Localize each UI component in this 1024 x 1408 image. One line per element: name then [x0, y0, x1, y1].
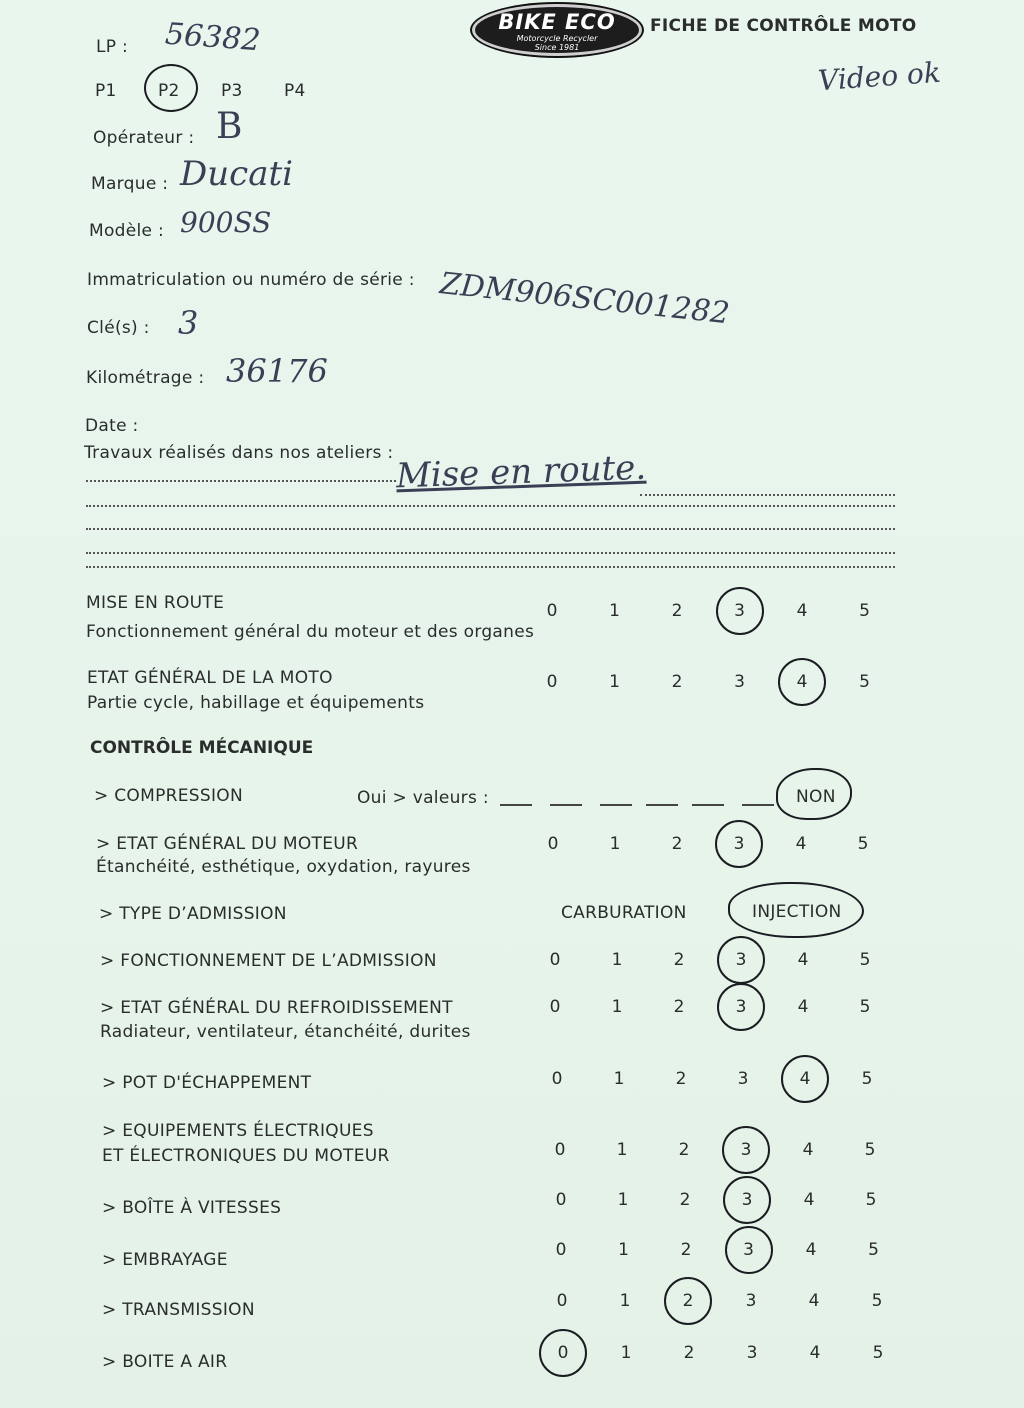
rating-option-0[interactable]: 0	[549, 950, 561, 970]
rating-selected-circle	[717, 983, 765, 1031]
dotted-line	[86, 566, 895, 568]
row-title: > ETAT GÉNÉRAL DU MOTEUR	[96, 834, 359, 854]
rating-option-4[interactable]: 4	[797, 997, 809, 1017]
dotted-line	[640, 494, 895, 496]
logo-since: Since 1981	[534, 43, 580, 52]
row-title: ETAT GÉNÉRAL DE LA MOTO	[87, 668, 333, 688]
rating-option-2[interactable]: 2	[673, 997, 685, 1017]
rating-option-1[interactable]: 1	[618, 1240, 629, 1260]
row-title: > EQUIPEMENTS ÉLECTRIQUES	[102, 1121, 374, 1141]
admission-injection[interactable]: INJECTION	[752, 902, 842, 922]
rating-option-2[interactable]: 2	[682, 1291, 694, 1311]
rating-option-2[interactable]: 2	[678, 1140, 690, 1160]
logo-subtitle: Motorcycle Recycler	[516, 34, 598, 43]
value-blank[interactable]	[600, 804, 632, 806]
rating-selected-circle	[716, 587, 764, 635]
rating-option-5[interactable]: 5	[857, 834, 869, 854]
admission-type-label: > TYPE D’ADMISSION	[99, 904, 287, 924]
row-subtitle: Étanchéité, esthétique, oxydation, rayures	[96, 857, 471, 877]
p-selected-circle	[144, 64, 198, 112]
rating-option-1[interactable]: 1	[611, 950, 623, 970]
marque-value[interactable]: Ducati	[180, 154, 294, 194]
row-subtitle: Fonctionnement général du moteur et des organes	[86, 622, 535, 642]
rating-option-3[interactable]: 3	[740, 1140, 752, 1160]
row-title: MISE EN ROUTE	[86, 593, 225, 613]
rating-option-2[interactable]: 2	[680, 1240, 692, 1260]
rating-option-2[interactable]: 2	[675, 1069, 687, 1089]
rating-option-5[interactable]: 5	[864, 1140, 876, 1160]
value-blank[interactable]	[692, 804, 724, 806]
value-blank[interactable]	[646, 804, 678, 806]
rating-selected-circle	[781, 1055, 829, 1103]
p-option-p3[interactable]: P3	[221, 81, 243, 101]
operateur-value[interactable]: B	[216, 106, 243, 147]
rating-option-1[interactable]: 1	[609, 672, 620, 692]
p-option-p2[interactable]: P2	[158, 81, 180, 101]
logo-title: BIKE ECO	[498, 10, 616, 34]
admission-injection-circle	[728, 882, 864, 938]
compression-oui-label: Oui > valeurs :	[357, 788, 489, 808]
rating-option-5[interactable]: 5	[859, 672, 870, 692]
dotted-line	[86, 528, 895, 530]
rating-option-3[interactable]: 3	[735, 950, 747, 970]
date-label: Date :	[85, 416, 139, 436]
lp-label: LP :	[96, 37, 129, 57]
rating-option-0[interactable]: 0	[555, 1190, 567, 1210]
rating-option-0[interactable]: 0	[555, 1240, 567, 1260]
rating-option-3[interactable]: 3	[734, 672, 745, 692]
rating-option-0[interactable]: 0	[546, 672, 558, 692]
rating-option-2[interactable]: 2	[671, 672, 683, 692]
row-title: > BOÎTE À VITESSES	[102, 1198, 282, 1218]
rating-option-3[interactable]: 3	[741, 1190, 753, 1210]
rating-option-1[interactable]: 1	[613, 1069, 625, 1089]
rating-selected-circle	[717, 936, 765, 984]
rating-option-4[interactable]: 4	[796, 601, 808, 621]
km-label: Kilométrage :	[86, 368, 205, 388]
rating-selected-circle	[664, 1277, 712, 1325]
rating-selected-circle	[723, 1176, 771, 1224]
rating-option-0[interactable]: 0	[557, 1343, 569, 1363]
p-option-p4[interactable]: P4	[284, 81, 306, 101]
rating-option-4[interactable]: 4	[795, 834, 807, 854]
rating-option-4[interactable]: 4	[803, 1190, 815, 1210]
rating-option-4[interactable]: 4	[805, 1240, 817, 1260]
row-title: > BOITE A AIR	[102, 1352, 228, 1372]
marque-label: Marque :	[91, 174, 169, 194]
rating-option-5[interactable]: 5	[871, 1291, 883, 1311]
rating-option-5[interactable]: 5	[861, 1069, 873, 1089]
rating-option-5[interactable]: 5	[868, 1240, 879, 1260]
admission-carburation[interactable]: CARBURATION	[561, 903, 687, 923]
rating-selected-circle	[715, 820, 763, 868]
rating-option-2[interactable]: 2	[683, 1343, 695, 1363]
rating-option-0[interactable]: 0	[546, 601, 558, 621]
rating-option-4[interactable]: 4	[808, 1291, 820, 1311]
operateur-label: Opérateur :	[93, 128, 195, 148]
form-title: FICHE DE CONTRÔLE MOTO	[650, 16, 917, 36]
row-subtitle: Partie cycle, habillage et équipements	[87, 693, 425, 713]
rating-option-5[interactable]: 5	[872, 1343, 884, 1363]
cles-value[interactable]: 3	[178, 304, 199, 342]
cles-label: Clé(s) :	[87, 318, 150, 338]
rating-option-1[interactable]: 1	[619, 1291, 631, 1311]
rating-option-4[interactable]: 4	[796, 672, 808, 692]
rating-selected-circle	[722, 1126, 770, 1174]
rating-option-3[interactable]: 3	[737, 1069, 749, 1089]
lp-value[interactable]: 56382	[163, 16, 262, 59]
rating-option-4[interactable]: 4	[802, 1140, 814, 1160]
rating-option-2[interactable]: 2	[671, 601, 683, 621]
rating-option-0[interactable]: 0	[549, 997, 561, 1017]
rating-option-5[interactable]: 5	[859, 950, 871, 970]
section-title: CONTRÔLE MÉCANIQUE	[90, 738, 314, 758]
modele-value[interactable]: 900SS	[180, 206, 272, 239]
rating-option-1[interactable]: 1	[617, 1190, 629, 1210]
rating-option-4[interactable]: 4	[809, 1343, 821, 1363]
rating-option-1[interactable]: 1	[611, 997, 623, 1017]
rating-option-3[interactable]: 3	[735, 997, 747, 1017]
row-subtitle: ET ÉLECTRONIQUES DU MOTEUR	[102, 1146, 390, 1166]
rating-selected-circle	[778, 658, 826, 706]
modele-label: Modèle :	[89, 221, 165, 241]
p-option-p1[interactable]: P1	[95, 81, 117, 101]
rating-option-1[interactable]: 1	[609, 601, 620, 621]
dotted-line	[86, 552, 895, 554]
rating-option-4[interactable]: 4	[799, 1069, 811, 1089]
rating-option-3[interactable]: 3	[733, 834, 745, 854]
rating-option-4[interactable]: 4	[797, 950, 809, 970]
row-title: > TRANSMISSION	[102, 1300, 255, 1320]
handwritten-note: Video ok	[816, 55, 942, 98]
rating-option-3[interactable]: 3	[746, 1343, 758, 1363]
value-blank[interactable]	[742, 804, 774, 806]
immat-label: Immatriculation ou numéro de série :	[87, 270, 415, 290]
row-title: > FONCTIONNEMENT DE L’ADMISSION	[100, 951, 437, 971]
compression-non-circle	[776, 768, 852, 820]
rating-option-1[interactable]: 1	[620, 1343, 632, 1363]
rating-option-0[interactable]: 0	[547, 834, 559, 854]
value-blank[interactable]	[550, 804, 582, 806]
rating-option-3[interactable]: 3	[734, 601, 745, 621]
rating-option-5[interactable]: 5	[859, 601, 870, 621]
rating-selected-circle	[725, 1226, 773, 1274]
compression-label: > COMPRESSION	[94, 786, 243, 806]
rating-option-3[interactable]: 3	[745, 1291, 757, 1311]
dotted-line	[86, 480, 396, 482]
rating-option-0[interactable]: 0	[551, 1069, 563, 1089]
row-title: > POT D'ÉCHAPPEMENT	[102, 1073, 312, 1093]
dotted-line	[86, 505, 895, 507]
travaux-label: Travaux réalisés dans nos ateliers :	[84, 443, 394, 463]
row-title: > ETAT GÉNÉRAL DU REFROIDISSEMENT	[100, 998, 453, 1018]
rating-option-1[interactable]: 1	[616, 1140, 628, 1160]
rating-option-5[interactable]: 5	[865, 1190, 877, 1210]
rating-option-2[interactable]: 2	[671, 834, 683, 854]
rating-option-2[interactable]: 2	[679, 1190, 691, 1210]
rating-selected-circle	[539, 1329, 587, 1377]
rating-option-0[interactable]: 0	[556, 1291, 568, 1311]
row-title: > EMBRAYAGE	[102, 1250, 228, 1270]
bike-eco-logo	[472, 4, 642, 56]
value-blank[interactable]	[500, 804, 532, 806]
row-subtitle: Radiateur, ventilateur, étanchéité, durites	[100, 1022, 471, 1042]
rating-option-2[interactable]: 2	[673, 950, 685, 970]
immat-value[interactable]: ZDM906SC001282	[438, 266, 732, 332]
rating-option-3[interactable]: 3	[743, 1240, 754, 1260]
rating-option-5[interactable]: 5	[859, 997, 871, 1017]
rating-option-0[interactable]: 0	[554, 1140, 566, 1160]
rating-option-1[interactable]: 1	[609, 834, 621, 854]
compression-non-label[interactable]: NON	[796, 787, 836, 807]
travaux-value[interactable]: Mise en route.	[395, 447, 647, 497]
km-value[interactable]: 36176	[226, 352, 328, 390]
